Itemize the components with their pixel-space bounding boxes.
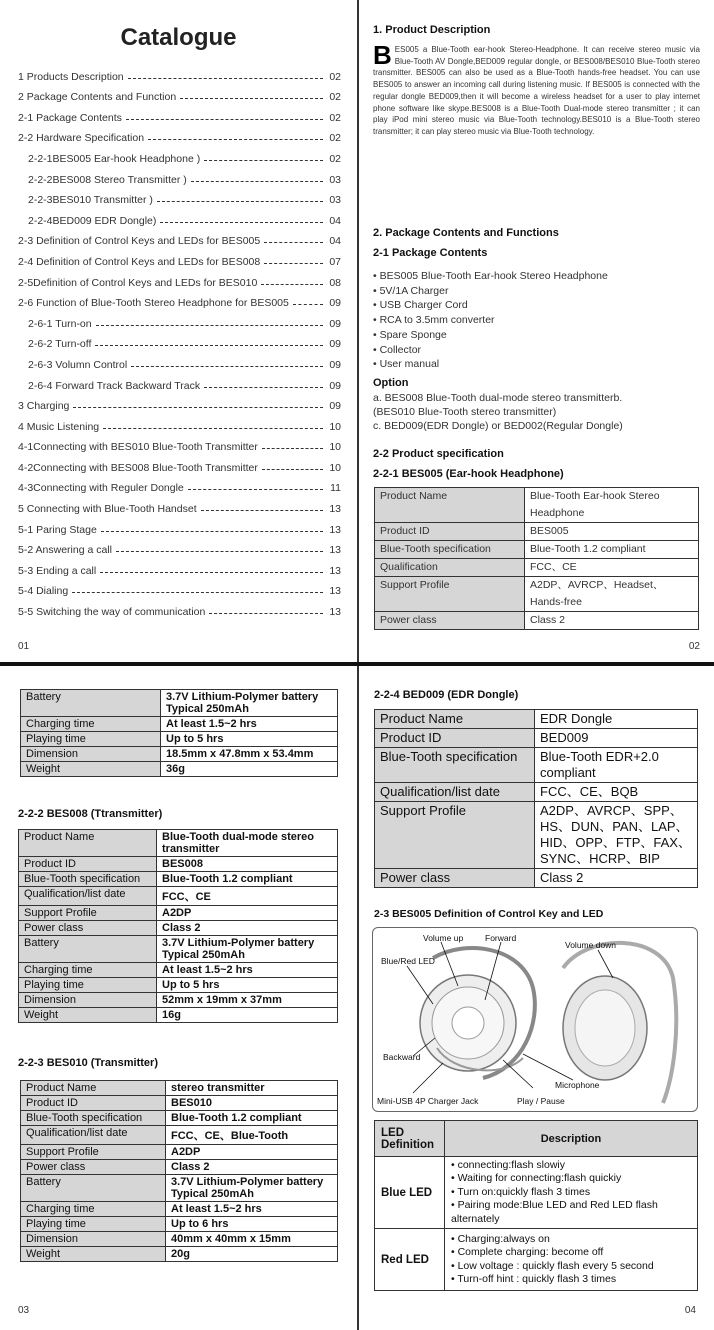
toc-entry[interactable] <box>18 536 341 557</box>
table-row <box>21 690 338 717</box>
toc-leader <box>264 263 323 264</box>
toc-page-number: 10 <box>329 441 341 454</box>
toc-leader <box>160 222 323 223</box>
toc-entry[interactable] <box>18 144 341 165</box>
bes005-spec-table-continued <box>20 689 338 777</box>
toc-page-number: 10 <box>329 461 341 474</box>
toc-label: 2-2-1BES005 Ear-hook Headphone ) <box>28 152 201 165</box>
toc-entry[interactable] <box>18 309 341 330</box>
toc-entry[interactable] <box>18 474 341 495</box>
left-earpiece-icon <box>420 948 535 1078</box>
toc-label: 5-3 Ending a call <box>18 564 97 577</box>
spec-key: Power class <box>21 1160 166 1175</box>
toc-label: 3 Charging <box>18 400 70 413</box>
toc-label: 2-1 Package Contents <box>18 111 122 124</box>
volume-up-label: Volume up <box>423 933 464 943</box>
spec-key: Product Name <box>21 1081 166 1096</box>
table-row <box>21 747 338 762</box>
toc-leader <box>293 304 323 305</box>
spec-value: Class 2 <box>535 869 698 888</box>
spec-value: 16g <box>157 1008 338 1023</box>
spec-key: Power class <box>375 869 535 888</box>
toc-entry[interactable] <box>18 103 341 124</box>
toc-label: 5-2 Answering a call <box>18 544 112 557</box>
option-title: Option <box>373 377 409 389</box>
list-item: (BES010 Blue-Tooth stereo transmitter) <box>373 406 557 418</box>
page-2 <box>359 0 714 662</box>
toc-page-number: 04 <box>329 235 341 248</box>
spec-value: FCC、CE <box>525 559 699 577</box>
spec-value: At least 1.5~2 hrs <box>157 963 338 978</box>
toc-page-number: 13 <box>329 585 341 598</box>
toc-label: 2-5Definition of Control Keys and LEDs for BES010 <box>18 276 258 289</box>
spec-key: Dimension <box>21 747 161 762</box>
table-row <box>21 1081 338 1096</box>
list-item: • Charging:always on <box>451 1232 550 1245</box>
spec-key: Qualification <box>375 559 525 577</box>
toc-leader <box>148 139 323 140</box>
spec-key: Product ID <box>375 729 535 748</box>
toc-entry[interactable] <box>18 206 341 227</box>
toc-page-number: 09 <box>329 297 341 310</box>
toc-entry[interactable] <box>18 556 341 577</box>
led-header: LED Definition <box>375 1121 445 1157</box>
toc-page-number: 02 <box>329 152 341 165</box>
toc-entry[interactable] <box>18 577 341 598</box>
spec-key: Qualification/list date <box>375 783 535 802</box>
spec-value: stereo transmitter <box>166 1081 338 1096</box>
bes005-spec-table <box>374 487 699 630</box>
toc-leader <box>95 345 323 346</box>
table-row <box>375 577 699 612</box>
play-pause-label: Play / Pause <box>517 1096 565 1106</box>
page-number: 02 <box>688 641 700 652</box>
spec-key: Product Name <box>375 710 535 729</box>
toc-label: 2-2-2BES008 Stereo Transmitter ) <box>28 173 187 186</box>
toc-page-number: 02 <box>329 91 341 104</box>
toc-leader <box>128 78 323 79</box>
spec-key: Charging time <box>21 1202 166 1217</box>
toc-leader <box>262 469 323 470</box>
table-row <box>375 488 699 523</box>
toc-label: 2-2 Hardware Specification <box>18 132 145 145</box>
spec-key: Battery <box>21 690 161 717</box>
toc-leader <box>261 284 323 285</box>
toc-leader <box>180 98 323 99</box>
spec-value: Class 2 <box>157 921 338 936</box>
spec-value: Blue-Tooth Ear-hook Stereo Headphone <box>525 488 699 523</box>
toc-page-number: 09 <box>329 317 341 330</box>
page-1 <box>0 0 357 662</box>
section-title: 2. Package Contents and Functions <box>373 227 559 239</box>
toc-label: 4-1Connecting with BES010 Blue-Tooth Transmitter <box>18 441 258 454</box>
toc-leader <box>126 119 323 120</box>
spec-value: 3.7V Lithium-Polymer battery Typical 250mAh <box>157 936 338 963</box>
table-row <box>19 1008 338 1023</box>
spec-value: Class 2 <box>525 612 699 630</box>
spec-value: A2DP、AVRCP、SPP、HS、DUN、PAN、LAP、HID、OPP、FTP、FAX、SYNC、HCRP、BIP <box>535 802 698 869</box>
toc-leader <box>73 407 323 408</box>
toc-leader <box>188 489 323 490</box>
subsection-title: 2-2-3 BES010 (Transmitter) <box>18 1057 158 1069</box>
spec-value: 36g <box>161 762 338 777</box>
page-divider-horizontal <box>0 662 714 666</box>
spec-key: Support Profile <box>19 906 157 921</box>
subsection-title: 2-2-4 BED009 (EDR Dongle) <box>374 689 519 701</box>
subsection-title: 2-3 BES005 Definition of Control Key and LED <box>374 908 604 920</box>
spec-value: Up to 5 hrs <box>161 732 338 747</box>
toc-page-number: 11 <box>330 482 341 495</box>
toc-label: 5 Connecting with Blue-Tooth Handset <box>18 503 197 516</box>
toc-label: 5-5 Switching the way of communication <box>18 606 206 619</box>
spec-value: 18.5mm x 47.8mm x 53.4mm <box>161 747 338 762</box>
microphone-label: Microphone <box>555 1080 600 1090</box>
list-item: • BES005 Blue-Tooth Ear-hook Stereo Headphone <box>373 270 608 282</box>
subsection-title: 2-1 Package Contents <box>373 247 488 259</box>
subsection-title: 2-2 Product specification <box>373 448 504 460</box>
table-row <box>21 1145 338 1160</box>
bes008-spec-table <box>18 829 338 1023</box>
toc-label: 2-3 Definition of Control Keys and LEDs for BES005 <box>18 235 261 248</box>
spec-key: Blue-Tooth specification <box>375 748 535 783</box>
table-row <box>21 1202 338 1217</box>
toc-entry[interactable] <box>18 186 341 207</box>
spec-value: BED009 <box>535 729 698 748</box>
spec-value: Blue-Tooth 1.2 compliant <box>166 1111 338 1126</box>
page-number: 01 <box>18 641 30 652</box>
toc-entry[interactable] <box>18 165 341 186</box>
table-row <box>21 762 338 777</box>
list-item: • connecting:flash slowiy <box>451 1159 565 1171</box>
led-name: Blue LED <box>375 1157 445 1229</box>
spec-key: Support Profile <box>21 1145 166 1160</box>
toc-label: 2-6-2 Turn-off <box>28 338 92 351</box>
toc-label: 2-2-4BED009 EDR Dongle) <box>28 214 157 227</box>
table-row <box>19 993 338 1008</box>
toc-page-number: 13 <box>329 564 341 577</box>
list-item: c. BED009(EDR Dongle) or BED002(Regular Dongle) <box>373 420 623 432</box>
spec-value: At least 1.5~2 hrs <box>161 717 338 732</box>
toc-label: 2-6-1 Turn-on <box>28 317 92 330</box>
subsection-title: 2-2-1 BES005 (Ear-hook Headphone) <box>373 468 564 480</box>
toc-label: 2-6-3 Volumn Control <box>28 358 128 371</box>
table-row <box>21 1247 338 1262</box>
toc-leader <box>262 448 323 449</box>
list-item: • Complete charging: become off <box>451 1246 604 1259</box>
toc-page-number: 13 <box>329 503 341 516</box>
toc-entry[interactable] <box>18 124 341 145</box>
spec-value: A2DP <box>157 906 338 921</box>
toc-entry[interactable] <box>18 350 341 371</box>
toc-leader <box>264 242 323 243</box>
table-row <box>21 1232 338 1247</box>
spec-key: Charging time <box>21 717 161 732</box>
table-row <box>375 802 698 869</box>
spec-value: FCC、CE、BQB <box>535 783 698 802</box>
led-name: Red LED <box>375 1229 445 1291</box>
spec-key: Qualification/list date <box>21 1126 166 1145</box>
list-item: • 5V/1A Charger <box>373 284 449 297</box>
section-title: 1. Product Description <box>373 24 491 36</box>
toc-entry[interactable] <box>18 227 341 248</box>
bed009-spec-table <box>374 709 698 888</box>
blue-red-led-label: Blue/Red LED <box>381 956 435 966</box>
toc-leader <box>100 572 323 573</box>
spec-key: Product Name <box>375 488 525 523</box>
list-item: • Spare Sponge <box>373 328 447 341</box>
toc-label: 5-1 Paring Stage <box>18 523 97 536</box>
list-item: • Waiting for connecting:flash quickiy <box>451 1172 622 1185</box>
toc-leader <box>204 387 323 388</box>
spec-value: Blue-Tooth dual-mode stereo transmitter <box>157 830 338 857</box>
table-of-contents <box>18 62 341 618</box>
table-row <box>375 748 698 783</box>
toc-page-number: 03 <box>329 194 341 207</box>
list-item: • Turn on:quickly flash 3 times <box>451 1185 591 1198</box>
spec-key: Charging time <box>19 963 157 978</box>
table-row <box>375 541 699 559</box>
spec-key: Power class <box>19 921 157 936</box>
table-row <box>21 1126 338 1145</box>
page-number: 04 <box>684 1305 696 1316</box>
spec-key: Battery <box>19 936 157 963</box>
toc-page-number: 08 <box>329 276 341 289</box>
spec-key: Weight <box>21 762 161 777</box>
package-contents-list <box>373 269 608 372</box>
toc-page-number: 07 <box>329 255 341 268</box>
spec-value: A2DP <box>166 1145 338 1160</box>
toc-page-number: 13 <box>329 544 341 557</box>
toc-label: 4 Music Listening <box>18 420 100 433</box>
table-row <box>375 710 698 729</box>
toc-leader <box>116 551 323 552</box>
spec-value: 40mm x 40mm x 15mm <box>166 1232 338 1247</box>
spec-key: Product ID <box>375 523 525 541</box>
toc-label: 2-2-3BES010 Transmitter ) <box>28 194 153 207</box>
toc-leader <box>101 531 323 532</box>
description-header: Description <box>445 1121 698 1157</box>
spec-value: BES010 <box>166 1096 338 1111</box>
table-row <box>375 729 698 748</box>
toc-entry[interactable] <box>18 453 341 474</box>
spec-key: Blue-Tooth specification <box>375 541 525 559</box>
table-row <box>19 921 338 936</box>
list-item: a. BES008 Blue-Tooth dual-mode stereo transmitterb. <box>373 392 623 404</box>
table-row <box>375 869 698 888</box>
toc-leader <box>201 510 323 511</box>
bes010-spec-table <box>20 1080 338 1262</box>
spec-key: Qualification/list date <box>19 887 157 906</box>
toc-page-number: 09 <box>329 338 341 351</box>
spec-value: Class 2 <box>166 1160 338 1175</box>
spec-key: Product ID <box>19 857 157 872</box>
forward-label: Forward <box>485 933 517 943</box>
backward-label: Backward <box>383 1052 421 1062</box>
table-row <box>21 1175 338 1202</box>
page-number: 03 <box>18 1305 30 1316</box>
drop-cap: B <box>373 40 392 70</box>
table-row <box>19 887 338 906</box>
table-row <box>19 830 338 857</box>
toc-label: 2-6 Function of Blue-Tooth Stereo Headphone for BES005 <box>18 297 289 310</box>
table-row <box>375 559 699 577</box>
table-row <box>21 1096 338 1111</box>
toc-page-number: 09 <box>329 358 341 371</box>
toc-page-number: 09 <box>329 400 341 413</box>
list-item: • Collector <box>373 343 422 356</box>
spec-value: Up to 5 hrs <box>157 978 338 993</box>
toc-entry[interactable] <box>18 597 341 618</box>
spec-value: 20g <box>166 1247 338 1262</box>
led-description-list <box>451 1233 691 1287</box>
spec-key: Power class <box>375 612 525 630</box>
product-description <box>373 40 700 138</box>
spec-key: Support Profile <box>375 802 535 869</box>
toc-leader <box>103 428 323 429</box>
spec-value: 3.7V Lithium-Polymer battery Typical 250mAh <box>166 1175 338 1202</box>
toc-leader <box>131 366 323 367</box>
spec-key: Playing time <box>21 1217 166 1232</box>
toc-entry[interactable] <box>18 330 341 351</box>
spec-value: 3.7V Lithium-Polymer battery Typical 250mAh <box>161 690 338 717</box>
volume-down-label: Volume down <box>565 940 617 950</box>
toc-entry[interactable] <box>18 83 341 104</box>
description-text: ES005 a Blue-Tooth ear-hook Stereo-Headphone. It can receive stereo music via Blue-Tooth AV Dongle,BED009 regular dongle, or BES008/BES010 Blue-Tooth stereo transmitter. BES005 can also be used as a Blue-Tooth hands-free headset. You can use BES005 to answer an incoming call during listening music. If BES005 is connected with the regular dongle BED009,then it will become a wireless headset for a user to play internet phone software like skype.BES008 is a Blue-Tooth Dual-mode stereo transmitter ; it can play iPod mini stereo music via Blue-Tooth technology.BES010 is a Blue-Tooth stereo transmitter; it can play stereo music via Blue-Tooth technology. <box>373 45 700 136</box>
table-row <box>375 612 699 630</box>
list-item: • RCA to 3.5mm converter <box>373 314 495 327</box>
toc-page-number: 03 <box>329 173 341 186</box>
table-row <box>375 523 699 541</box>
toc-entry[interactable] <box>18 289 341 310</box>
toc-page-number: 13 <box>329 523 341 536</box>
spec-value: At least 1.5~2 hrs <box>166 1202 338 1217</box>
toc-entry[interactable] <box>18 371 341 392</box>
spec-value: FCC、CE <box>157 887 338 906</box>
right-earpiece-icon <box>563 943 676 1103</box>
spec-key: Dimension <box>19 993 157 1008</box>
toc-leader <box>72 592 323 593</box>
spec-key: Dimension <box>21 1232 166 1247</box>
spec-value: EDR Dongle <box>535 710 698 729</box>
table-row <box>19 857 338 872</box>
spec-key: Blue-Tooth specification <box>21 1111 166 1126</box>
toc-label: 2-6-4 Forward Track Backward Track <box>28 379 201 392</box>
spec-value: Blue-Tooth 1.2 compliant <box>525 541 699 559</box>
spec-key: Weight <box>21 1247 166 1262</box>
list-item: • Turn-off hint : quickly flash 3 times <box>451 1272 617 1285</box>
spec-value: Blue-Tooth EDR+2.0 compliant <box>535 748 698 783</box>
table-row <box>375 783 698 802</box>
catalogue-title: Catalogue <box>120 24 237 51</box>
table-row <box>19 963 338 978</box>
toc-page-number: 09 <box>329 379 341 392</box>
table-row <box>19 978 338 993</box>
toc-entry[interactable] <box>18 247 341 268</box>
table-row <box>21 1160 338 1175</box>
list-item: • USB Charger Cord <box>373 299 468 312</box>
table-row <box>19 936 338 963</box>
toc-page-number: 02 <box>329 70 341 83</box>
headphone-diagram <box>372 927 698 1112</box>
toc-entry[interactable] <box>18 392 341 413</box>
toc-leader <box>191 181 323 182</box>
toc-label: 4-3Connecting with Reguler Dongle <box>18 482 184 495</box>
spec-value: 52mm x 19mm x 37mm <box>157 993 338 1008</box>
toc-leader <box>209 613 323 614</box>
led-description-list <box>451 1159 691 1226</box>
spec-key: Product ID <box>21 1096 166 1111</box>
toc-entry[interactable] <box>18 268 341 289</box>
table-row <box>375 1157 698 1229</box>
toc-leader <box>204 160 323 161</box>
toc-label: 2 Package Contents and Function <box>18 91 177 104</box>
table-row <box>21 732 338 747</box>
toc-entry[interactable] <box>18 412 341 433</box>
spec-value: Up to 6 hrs <box>166 1217 338 1232</box>
toc-label: 1 Products Description <box>18 70 124 83</box>
toc-page-number: 02 <box>329 132 341 145</box>
toc-leader <box>157 201 323 202</box>
toc-entry[interactable] <box>18 62 341 83</box>
toc-entry[interactable] <box>18 515 341 536</box>
toc-leader <box>96 325 323 326</box>
list-item: • Pairing mode:Blue LED and Red LED flash alternately <box>451 1199 658 1225</box>
spec-value: Blue-Tooth 1.2 compliant <box>157 872 338 887</box>
table-row <box>375 1229 698 1291</box>
toc-label: 2-4 Definition of Control Keys and LEDs for BES008 <box>18 255 261 268</box>
list-item: • Low voltage : quickly flash every 5 second <box>451 1259 654 1272</box>
led-definition-table <box>374 1120 698 1291</box>
toc-label: 4-2Connecting with BES008 Blue-Tooth Transmitter <box>18 461 258 474</box>
spec-value: BES008 <box>157 857 338 872</box>
toc-entry[interactable] <box>18 433 341 454</box>
table-row <box>19 872 338 887</box>
spec-key: Playing time <box>21 732 161 747</box>
toc-page-number: 04 <box>329 214 341 227</box>
spec-key: Support Profile <box>375 577 525 612</box>
table-row <box>19 906 338 921</box>
spec-key: Battery <box>21 1175 166 1202</box>
options-list <box>373 391 623 433</box>
toc-page-number: 13 <box>329 606 341 619</box>
toc-page-number: 02 <box>329 111 341 124</box>
spec-key: Product Name <box>19 830 157 857</box>
spec-value: FCC、CE、Blue-Tooth <box>166 1126 338 1145</box>
charger-jack-label: Mini-USB 4P Charger Jack <box>377 1096 479 1106</box>
toc-entry[interactable] <box>18 494 341 515</box>
subsection-title: 2-2-2 BES008 (Ttransmitter) <box>18 808 163 820</box>
toc-page-number: 10 <box>329 420 341 433</box>
spec-key: Blue-Tooth specification <box>19 872 157 887</box>
spec-key: Playing time <box>19 978 157 993</box>
toc-label: 5-4 Dialing <box>18 585 69 598</box>
table-row <box>21 1217 338 1232</box>
spec-key: Weight <box>19 1008 157 1023</box>
table-row <box>21 1111 338 1126</box>
list-item: • User manual <box>373 358 440 371</box>
table-row <box>21 717 338 732</box>
spec-value: BES005 <box>525 523 699 541</box>
spec-value: A2DP、AVRCP、Headset、Hands-free <box>525 577 699 612</box>
